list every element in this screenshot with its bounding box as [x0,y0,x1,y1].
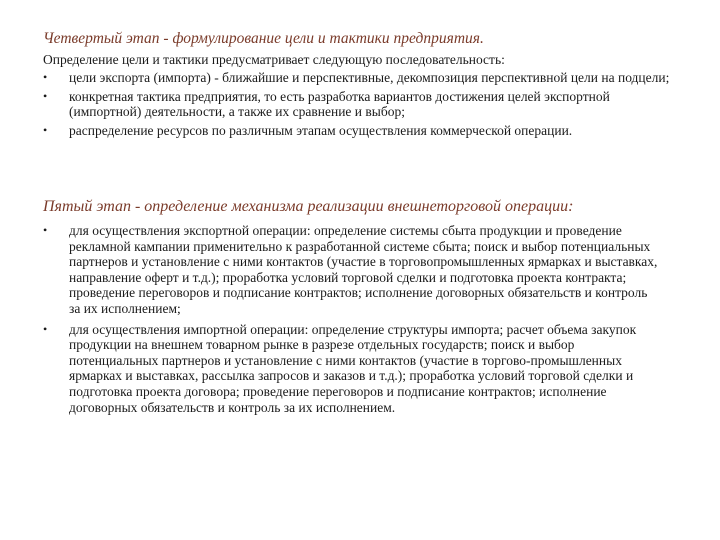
bullet-icon: • [43,223,48,237]
section-intro-text: Определение цели и тактики предусматривает следующую последовательность: [43,52,505,67]
section-heading-stage-5: Пятый этап - определение механизма реализации внешнеторговой операции: [43,198,574,215]
list-item-text: для осуществления экспортной операции: определение системы сбыта продукции и проведение рекламной кампании применительно к разработанной системе сбыта; поиск и выбор потенциальных партнеров и установление с ними контактов (участие в торговопромышленных ярмарках и выставках, направление оферт и т.д.); проработка условий торговой сделки и подготовка проекта контракта; проведение переговоров и подписание контрактов; исполнение договорных обязательств и контроль за их исполнением; [69,223,658,316]
list-item [43,223,658,317]
list-item [43,322,658,416]
bullet-icon: • [43,122,48,137]
list-item [43,123,673,139]
list-item [43,89,673,120]
bullet-icon: • [43,70,48,84]
bullet-icon: • [43,321,48,336]
list-item-text: конкретная тактика предприятия, то есть разработка вариантов достижения целей экспортной (импортной) деятельности, а также их сравнение и выбор; [69,88,610,120]
list-item-text: распределение ресурсов по различным этапам осуществления коммерческой операции. [69,122,573,138]
list-item-text: для осуществления импортной операции: определение структуры импорта; расчет объема закупок продукции на внешнем товарном рынке в разрезе отдельных государств; поиск и выбор потенциальных партнеров и установление с ними контактов (участие в торгово-промышленных ярмарках и выставках, рассылка запросов и заказов и т.д.); проработка условий торговой сделки и подготовка проекта договора; проведение переговоров и подписание контрактов; исполнение договорных обязательств и контроль за их исполнением. [69,321,637,415]
bullet-list-stage-5 [43,223,658,420]
bullet-list-stage-4 [43,70,673,141]
bullet-icon: • [43,88,48,103]
section-heading-stage-4: Четвертый этап - формулирование цели и тактики предприятия. [43,30,484,47]
list-item [43,70,673,86]
list-item-text: цели экспорта (импорта) - ближайшие и перспективные, декомпозиция перспективной цели на подцели; [69,70,670,85]
